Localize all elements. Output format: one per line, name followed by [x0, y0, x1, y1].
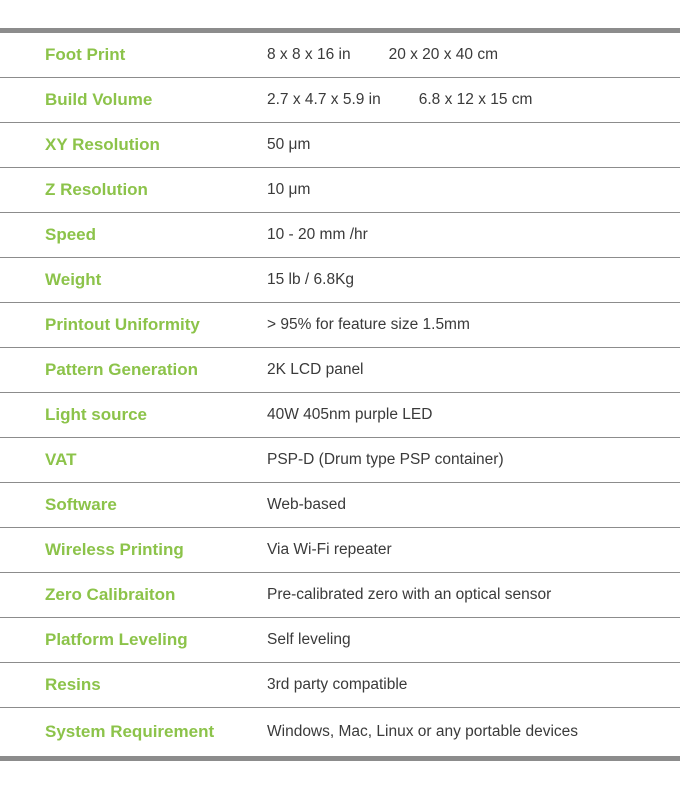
spec-label: Speed	[45, 225, 97, 244]
spec-row-light-source	[0, 393, 680, 438]
spec-value: Via Wi-Fi repeater	[267, 541, 392, 558]
spec-label: Weight	[45, 270, 102, 289]
spec-label: Software	[45, 495, 117, 514]
spec-value: Self leveling	[267, 631, 351, 648]
spec-row-xy-resolution	[0, 123, 680, 168]
spec-label: Pattern Generation	[45, 360, 199, 379]
spec-value: 15 lb / 6.8Kg	[267, 271, 355, 288]
spec-row-wireless-printing	[0, 528, 680, 573]
spec-label: VAT	[45, 450, 77, 469]
spec-row-platform-leveling	[0, 618, 680, 663]
spec-label: Light source	[45, 405, 148, 424]
spec-row-printout-uniformity	[0, 303, 680, 348]
spec-row-weight	[0, 258, 680, 303]
spec-row-speed	[0, 213, 680, 258]
spec-row-software	[0, 483, 680, 528]
spec-value: 10 μm	[267, 181, 311, 198]
spec-value-imperial: 8 x 8 x 16 in	[267, 46, 351, 63]
spec-value	[267, 46, 498, 64]
spec-row-pattern-generation	[0, 348, 680, 393]
spec-value: 50 μm	[267, 136, 311, 153]
spec-value-imperial: 2.7 x 4.7 x 5.9 in	[267, 91, 381, 108]
spec-row-foot-print	[0, 33, 680, 78]
spec-row-zero-calibration	[0, 573, 680, 618]
spec-table	[0, 28, 680, 761]
spec-value: Windows, Mac, Linux or any portable devices	[267, 723, 579, 740]
spec-label: Z Resolution	[45, 180, 148, 199]
spec-row-resins	[0, 663, 680, 708]
spec-label: Build Volume	[45, 90, 153, 109]
spec-row-vat	[0, 438, 680, 483]
spec-value: Pre-calibrated zero with an optical sensor	[267, 586, 552, 603]
spec-value: PSP-D (Drum type PSP container)	[267, 451, 504, 468]
spec-value: Web-based	[267, 496, 346, 513]
spec-label: Zero Calibraiton	[45, 585, 176, 604]
spec-value-metric: 20 x 20 x 40 cm	[388, 46, 498, 63]
spec-value: 3rd party compatible	[267, 676, 408, 693]
spec-value-metric: 6.8 x 12 x 15 cm	[418, 91, 533, 108]
spec-value: 40W 405nm purple LED	[267, 406, 433, 423]
spec-label: XY Resolution	[45, 135, 160, 154]
spec-value: 2K LCD panel	[267, 361, 364, 378]
spec-value: > 95% for feature size 1.5mm	[267, 316, 470, 333]
spec-row-z-resolution	[0, 168, 680, 213]
spec-row-system-requirement	[0, 708, 680, 756]
spec-label: Printout Uniformity	[45, 315, 200, 334]
spec-label: Foot Print	[45, 45, 126, 64]
spec-value	[267, 91, 532, 109]
spec-label: Wireless Printing	[45, 540, 184, 559]
spec-row-build-volume	[0, 78, 680, 123]
spec-label: System Requirement	[45, 722, 215, 741]
spec-label: Resins	[45, 675, 101, 694]
spec-label: Platform Leveling	[45, 630, 188, 649]
spec-value: 10 - 20 mm /hr	[267, 226, 368, 243]
